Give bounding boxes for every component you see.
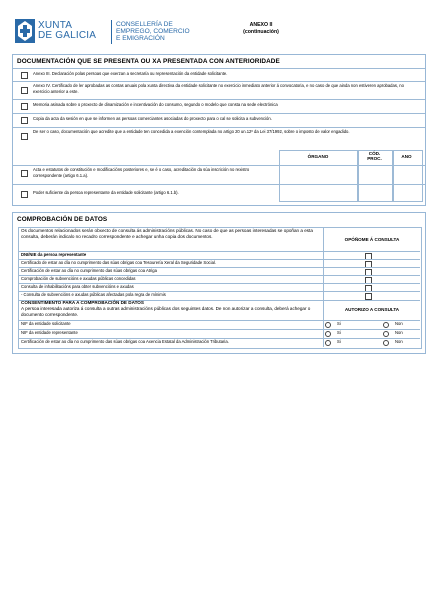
dept-line3: E EMIGRACIÓN	[116, 35, 165, 43]
logo-wordmark	[38, 21, 96, 41]
doc-checkbox-4[interactable]	[21, 117, 28, 124]
organ-input-2[interactable]	[279, 184, 359, 202]
consent-no-radio-2[interactable]	[383, 331, 389, 337]
consent-item-1: NIF da entidade solicitante	[21, 321, 71, 326]
doc-row	[13, 81, 425, 82]
documentation-section	[12, 54, 426, 206]
consent-yes-radio-3[interactable]	[325, 340, 331, 346]
doc-checkbox-5[interactable]	[21, 133, 28, 140]
no-label: Non	[395, 321, 403, 326]
authorize-header: AUTORIZO A CONSULTA	[344, 307, 400, 312]
column-divider	[323, 300, 324, 347]
oppose-item-3: Certificación de estar ao día no cumprimento das súas obrigas coa Atriga	[21, 268, 157, 273]
doc-checkbox-2[interactable]	[21, 87, 28, 94]
doc-row	[13, 113, 425, 114]
sub-doc-checkbox-1[interactable]	[21, 170, 28, 177]
documentation-title: DOCUMENTACIÓN QUE SE PRESENTA OU XA PRESENTADA CON ANTERIORIDADE	[17, 58, 280, 65]
doc-row	[13, 99, 425, 100]
doc-item-5: De ser o caso, documentación que acredite que a entidade ten concedida a exención contemplada no artigo 20 un.12º da Lei 37/1992, sobre o imposto de valor engadido.	[33, 129, 350, 134]
page-header	[14, 18, 424, 50]
consent-item-3: Certificación de estar ao día no cumprimento das súas obrigas coa Axencia Estatal da Administración Tributaria.	[21, 339, 229, 344]
data-check-section	[12, 212, 426, 354]
department-name	[116, 21, 190, 43]
annex-title: ANEXO II	[249, 22, 273, 28]
proc-header: CÓD. PROC.	[367, 151, 382, 162]
oppose-item-5: Consulta de inhabilitacións para obter subvencións e axudas	[21, 284, 134, 289]
data-check-title: COMPROBACIÓN DE DATOS	[17, 216, 108, 223]
sub-doc-checkbox-2[interactable]	[21, 191, 28, 198]
doc-row	[13, 68, 425, 69]
consent-item-2: NIF da entidade representante	[21, 330, 78, 335]
organ-header: ÓRGANO	[307, 154, 329, 159]
oppose-item-2: Certificado de estar ao día no cumprimento das súas obrigas coa Tesourería Xeral da Seguridade Social.	[21, 260, 216, 265]
consent-text: A persoa interesada autoriza á consulta a outras administracións públicas dos seguintes datos. De non autorizar a consulta, deberá achegar o documento correspondente.	[21, 306, 311, 317]
oppose-item-4: Comprobación de subvencións e axudas públicas concedidas	[21, 276, 136, 281]
xunta-logo-icon	[14, 18, 36, 44]
oppose-header: OPÓÑOME Á CONSULTA	[344, 237, 400, 242]
consent-yes-radio-1[interactable]	[325, 322, 331, 328]
consent-title: CONSENTIMENTO PARA A COMPROBACIÓN DE DATOS	[21, 300, 144, 305]
dept-line1: CONSELLERÍA DE	[116, 21, 173, 28]
yes-label: Si	[337, 339, 341, 344]
sub-doc-item-2: Poder suficiente da persoa representante da entidade solicitante (artigo 6.1.b).	[33, 190, 179, 195]
consent-yes-radio-2[interactable]	[325, 331, 331, 337]
check-intro: Os documentos relacionados serán obxecto de consulta ás administracións públicas. No caso de que as persoas interesadas se opoñan a esta consulta, deberán indicalo no recadro correspondente e achegar unha copia dos documentos.	[21, 228, 313, 239]
proc-input-1[interactable]	[357, 165, 394, 185]
logo-line1: XUNTA	[38, 20, 73, 31]
annex-heading	[226, 22, 296, 36]
oppose-checkbox-6[interactable]	[365, 293, 372, 300]
doc-checkbox-3[interactable]	[21, 103, 28, 110]
logo-line2: DE GALICIA	[38, 30, 97, 41]
logo-divider	[111, 20, 112, 44]
no-label: Non	[395, 339, 403, 344]
yes-label: Si	[337, 330, 341, 335]
consent-no-radio-1[interactable]	[383, 322, 389, 328]
proc-input-2[interactable]	[357, 184, 394, 202]
dept-line2: EMPREGO, COMERCIO	[116, 28, 190, 36]
doc-item-4: Copia da acta da sesión en que se informen as persoas comerciantes asociadas do proxecto para o cal se solicita a subvención.	[33, 116, 272, 121]
year-input-1[interactable]	[392, 165, 423, 185]
consent-no-radio-3[interactable]	[383, 340, 389, 346]
doc-item-3: Memoria asinada sobre o proxecto de dinamización e incentivación do consumo, segundo o modelo que consta na sede electrónica	[33, 102, 278, 107]
organ-input-1[interactable]	[279, 165, 359, 185]
doc-row	[13, 127, 425, 128]
yes-label: Si	[337, 321, 341, 326]
check-row	[18, 320, 420, 321]
doc-checkbox-1[interactable]	[21, 72, 28, 79]
annex-subtitle: (continuación)	[243, 29, 279, 35]
doc-item-2: Anexo IV. Certificado de ler aprobadas as contas anuais pola xunta directiva da entidade solicitante no exercicio inmediato anterior á convocatoria, e no caso de que ainda non estiveren aprobadas, no exercicio anterior a este.	[33, 83, 404, 94]
oppose-item-1: DNI/NIE da persoa representante	[21, 252, 87, 257]
sub-doc-item-1: Acta e estatutos de constitución e modificacións posteriores e, se é o caso, acreditación da súa inscrición no rexistro correspondente (artigo 6.1.a).	[33, 167, 250, 178]
no-label: Non	[395, 330, 403, 335]
doc-item-1: Anexo III. Declaración polas persoas que exerzan a secretaría ou representación da entidade solicitante.	[33, 71, 228, 76]
oppose-item-6: - Consulta de subvencións e axudas públicas afectadas pola regra de mínimis	[21, 292, 166, 297]
year-input-2[interactable]	[392, 184, 423, 202]
check-row	[18, 329, 420, 330]
year-header: ANO	[401, 154, 412, 159]
